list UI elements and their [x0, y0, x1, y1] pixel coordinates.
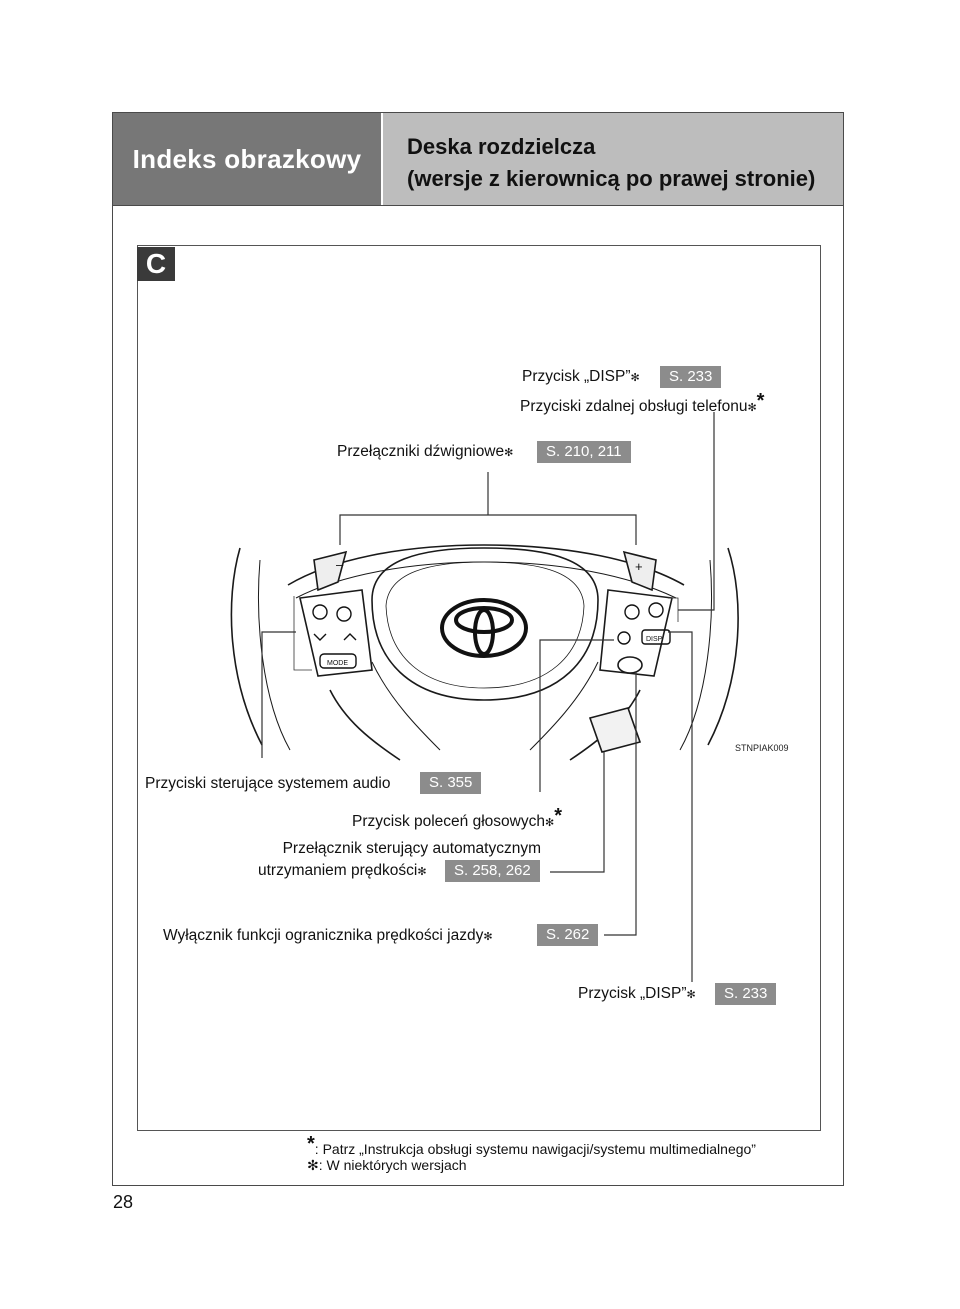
- navigation-manual-marker: *: [554, 805, 562, 827]
- callout-cruise-label-line1: Przełącznik sterujący automatycznym: [282, 840, 541, 857]
- callout-voice: [352, 807, 562, 832]
- callout-paddles: [337, 443, 513, 462]
- image-code: STNPIAK009: [735, 743, 789, 753]
- page-title-line1: Deska rozdzielcza: [407, 134, 596, 159]
- footnote-navigation: [307, 1133, 756, 1157]
- callout-disp-bottom-label: Przycisk „DISP”: [578, 985, 687, 1002]
- callout-audio-label: Przyciski sterujące systemem audio: [145, 775, 391, 792]
- volume-up-icon: [337, 607, 351, 621]
- callout-disp-bottom: [578, 985, 696, 1004]
- callout-disp-top-label: Przycisk „DISP”: [522, 368, 631, 385]
- phone-hangup-icon: [649, 603, 663, 617]
- callout-phone-label: Przyciski zdalnej obsługi telefonu: [520, 398, 748, 415]
- footnote-text: : W niektórych wersjach: [318, 1157, 467, 1173]
- some-versions-marker: ✻: [483, 931, 493, 943]
- some-versions-marker: ✻: [417, 866, 427, 878]
- some-versions-marker: ✻: [544, 817, 555, 829]
- voice-command-icon: [618, 632, 630, 644]
- some-versions-marker: ✻: [504, 447, 514, 459]
- volume-down-icon: [313, 605, 327, 619]
- callout-limiter: [163, 927, 493, 946]
- callout-audio: [145, 775, 391, 793]
- minus-paddle-label: –: [336, 557, 344, 572]
- page-title-line2: (wersje z kierownicą po prawej stronie): [407, 166, 816, 191]
- ref-audio: S. 355: [420, 772, 481, 794]
- callout-cruise-label-line2: utrzymaniem prędkości: [258, 862, 418, 879]
- ref-cruise: S. 258, 262: [445, 860, 540, 882]
- section-badge: C: [137, 247, 175, 281]
- some-versions-marker: ✻: [630, 372, 640, 384]
- leader-lines: [262, 412, 714, 982]
- callout-phone: [520, 392, 764, 417]
- ref-disp-bottom: S. 233: [715, 983, 776, 1005]
- page-number: 28: [113, 1192, 134, 1212]
- mode-label: MODE: [327, 660, 348, 667]
- callout-voice-label: Przycisk poleceń głosowych: [352, 813, 545, 830]
- seek-up-icon: [344, 634, 356, 640]
- callout-disp-top: [522, 368, 640, 387]
- navigation-manual-marker: *: [756, 390, 765, 412]
- callout-paddles-label: Przełączniki dźwigniowe: [337, 443, 505, 460]
- ref-paddles: S. 210, 211: [537, 441, 631, 463]
- callout-limiter-label: Wyłącznik funkcji ogranicznika prędkości jazdy: [163, 927, 484, 944]
- phone-answer-icon: [625, 605, 639, 619]
- seek-down-icon: [314, 634, 326, 640]
- footnote-marker: *: [307, 1133, 315, 1155]
- footnote-text: : Patrz „Instrukcja obsługi systemu nawigacji/systemu multimedialnego”: [314, 1141, 756, 1157]
- ref-disp-top: S. 233: [660, 366, 721, 388]
- plus-paddle-label: +: [635, 559, 643, 574]
- footnote-marker: ✻: [307, 1157, 319, 1173]
- callout-cruise-line2: [258, 862, 427, 881]
- toyota-logo-icon: [442, 600, 526, 656]
- section-title: Indeks obrazkowy: [113, 113, 381, 205]
- callout-cruise: [256, 840, 541, 858]
- some-versions-marker: ✻: [747, 402, 757, 414]
- some-versions-marker: ✻: [686, 989, 696, 1001]
- footnote-some-versions: [307, 1157, 467, 1174]
- disp-label: DISP: [646, 636, 663, 643]
- ref-limiter: S. 262: [537, 924, 598, 946]
